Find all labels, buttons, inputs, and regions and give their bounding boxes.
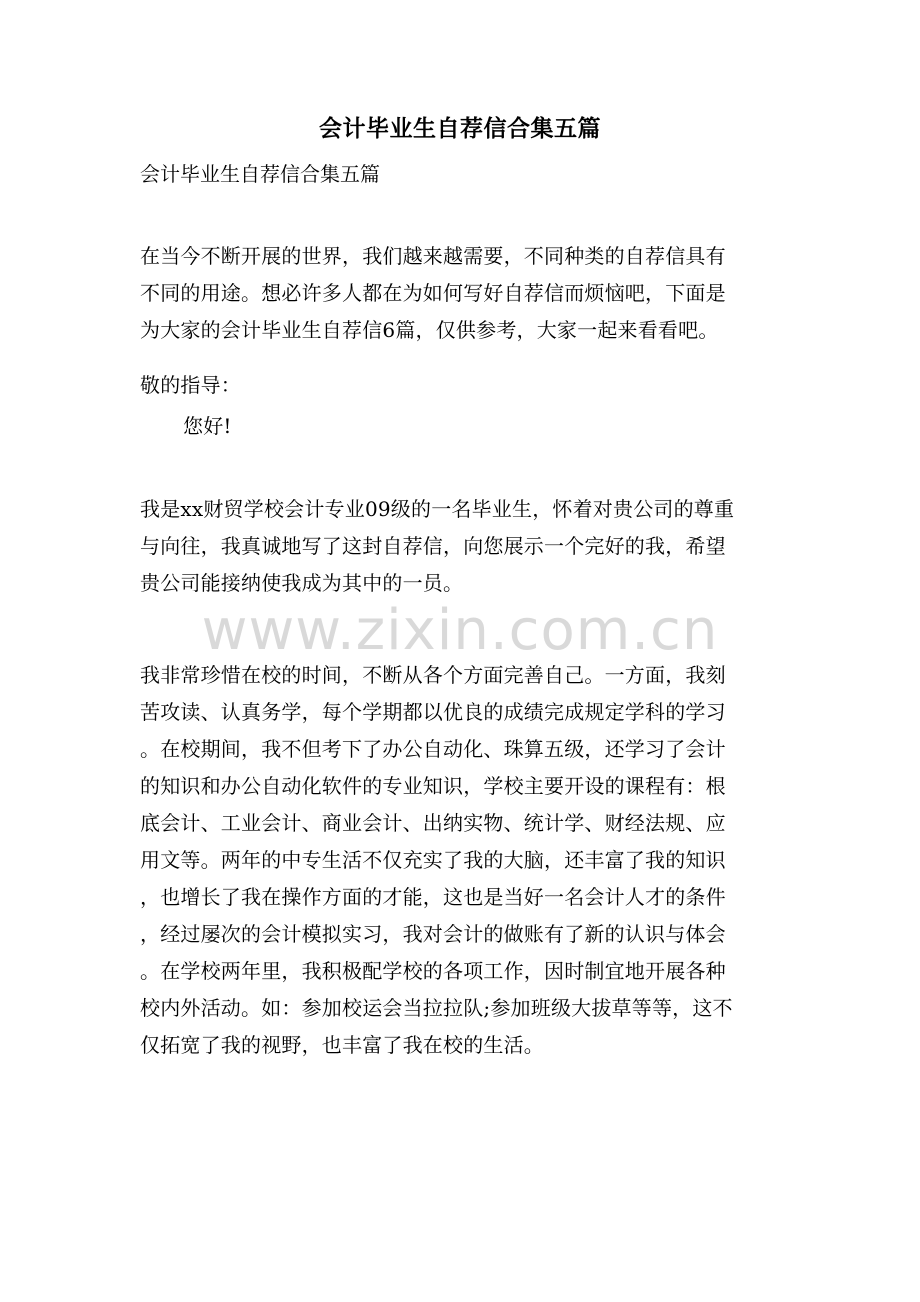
site-watermark: www.zixin.com.cn [201, 598, 719, 663]
intro-paragraph: 在当今不断开展的世界，我们越来越需要，不同种类的自荐信具有 不同的用途。想必许多人都在为如何写好自荐信而烦恼吧，下面是 为大家的会计毕业生自荐信6篇，仅供参考，大家一起来看看吧。 [140, 244, 726, 342]
document-subtitle: 会计毕业生自荐信合集五篇 [140, 162, 380, 186]
self-introduction-paragraph: 我是xx财贸学校会计专业09级的一名毕业生，怀着对贵公司的尊重 与向往，我真诚地写了这封自荐信，向您展示一个完好的我，希望 贵公司能接纳使我成为其中的一员。 [140, 497, 735, 595]
school-experience-paragraph: 我非常珍惜在校的时间，不断从各个方面完善自己。一方面，我刻 苦攻读、认真务学，每个学期都以优良的成绩完成规定学科的学习 。在校期间，我不但考下了办公自动化、珠算五级，还学习了会计 的知识和办公自动化软件的专业知识，学校主要开设的课程有：根 底会计、工业会计、商业会计、出纳实物、统计学、财经法规、应 用文等。两年的中专生活不仅充实了我的大脑，还丰富了我的知识 ，也增长了我在操作方面的才能，这也是当好一名会计人才的条件 ，经过屡次的会计模拟实习，我对会计的做账有了新的认识与体会 。在学校两年里，我积极配学校的各项工作，因时制宜地开展各种 校内外活动。如：参加校运会当拉拉队;参加班级大拔草等等，这不 仅拓宽了我的视野，也丰富了我在校的生活。 [140, 663, 733, 1057]
document-title: 会计毕业生自荐信合集五篇 [319, 115, 601, 142]
salutation: 敬的指导： [140, 373, 241, 397]
greeting-line: 您好! [183, 414, 232, 438]
